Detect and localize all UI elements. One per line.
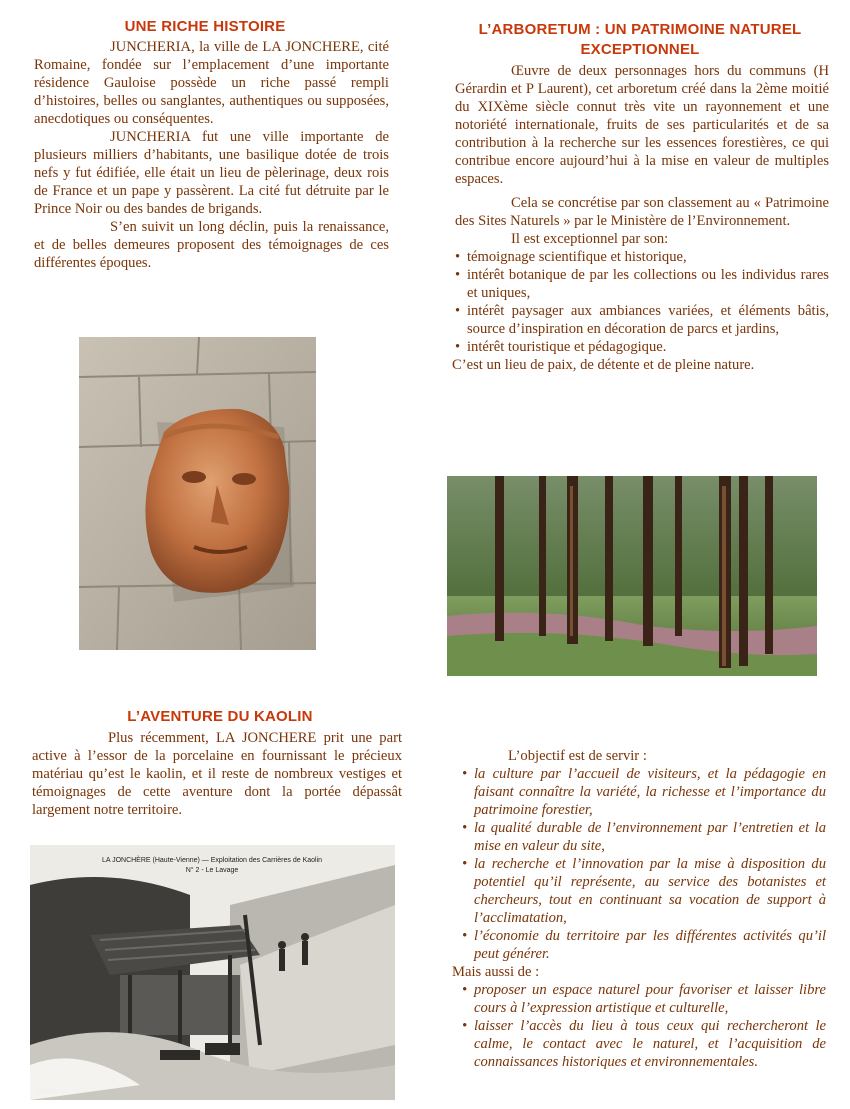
list-item: • l’économie du territoire par les différentes activités qu’il peut générer. (462, 927, 826, 963)
forest-image (447, 476, 817, 676)
paragraph-histoire-1: JUNCHERIA, la ville de LA JONCHERE, cité Romaine, fondée sur l’emplacement d’une importante résidence Gauloise possède un riche passé rempli d’histoires, belles ou sanglantes, authentiques ou supposées, anecdotiques ou conséquentes. (34, 39, 389, 127)
paragraph-arboretum-3: Il est exceptionnel par son: (511, 231, 669, 247)
heading-aventure-kaolin: L’AVENTURE DU KAOLIN (127, 708, 313, 725)
list-item: • intérêt paysager aux ambiances variées, et éléments bâtis, source d’inspiration en décoration de parcs et jardins, (455, 302, 829, 338)
text-block-arboretum (452, 62, 829, 374)
paragraph-histoire-2: JUNCHERIA fut une ville importante de plusieurs milliers d’habitants, une basilique dotée de trois nefs y fut édifiée, elle était un lieu de pèlerinage, deux rois de France et un pape y passèrent. La cité fut détruite par le Prince Noir ou des bandes de brigands. (34, 129, 389, 217)
heading-arboretum (440, 20, 840, 60)
paragraph-objectif-intro: L’objectif est de servir : (508, 748, 647, 764)
photo-stone-head (79, 337, 316, 650)
postcard-credit: Cliché L. S. (36, 1089, 67, 1095)
paragraph-histoire-3: S’en suivit un long déclin, puis la renaissance, et de belles demeures proposent des témoignages de ces différentes époques. (34, 219, 389, 271)
list-item: • la culture par l’accueil de visiteurs, et la pédagogie en faisant connaître la variété, la richesse et l’importance du patrimoine forestier, (462, 765, 826, 819)
list-item: • proposer un espace naturel pour favoriser et laisser libre cours à l’expression artistique et culturelle, (462, 981, 826, 1017)
photo-forest (447, 476, 817, 676)
postcard-caption-line1: LA JONCHÈRE (Haute-Vienne) — Exploitation des Carrières de Kaolin (101, 857, 323, 864)
list-item: • la recherche et l’innovation par la mise à disposition du potentiel qu’il représente, au service des botanistes et chercheurs, tout en continuant sa vocation de support à l’acclimatation, (462, 855, 826, 927)
list-objectifs (462, 765, 826, 963)
stone-head-image (79, 337, 316, 650)
paragraph-kaolin-1: Plus récemment, LA JONCHERE prit une part active à l’essor de la porcelaine en fournissant le précieux matériau qu’est le kaolin, et il reste de nombreux vestiges et témoignages de cette aventure dont la portée dépassât largement notre territoire. (32, 730, 402, 818)
list-item: • laisser l’accès du lieu à tous ceux qui rechercheront le calme, le contact avec le naturel, et l’acquisition de connaissances historiques et environnementales. (462, 1017, 826, 1071)
list-arboretum-qualities (455, 248, 829, 356)
heading-arboretum-line2: EXCEPTIONNEL (580, 41, 700, 58)
text-block-objectifs (452, 747, 826, 1071)
postcard-caption-line2: N° 2 - Le Lavage (185, 867, 239, 874)
text-block-histoire (34, 38, 389, 272)
heading-arboretum-line1: L’ARBORETUM : UN PATRIMOINE NATUREL (478, 21, 802, 38)
heading-une-riche-histoire: UNE RICHE HISTOIRE (124, 18, 286, 35)
photo-kaolin-postcard (30, 845, 395, 1100)
list-mais-aussi (462, 981, 826, 1071)
list-item: • la qualité durable de l’environnement par l’entretien et la mise en valeur du site, (462, 819, 826, 855)
paragraph-arboretum-2: Cela se concrétise par son classement au « Patrimoine des Sites Naturels » par le Ministère de l’Environnement. (455, 195, 829, 229)
paragraph-mais-aussi: Mais aussi de : (452, 964, 540, 980)
text-block-kaolin (32, 729, 402, 819)
kaolin-postcard-image (30, 845, 395, 1100)
paragraph-arboretum-closing: C’est un lieu de paix, de détente et de pleine nature. (452, 357, 755, 373)
list-item: • témoignage scientifique et historique, (455, 248, 829, 266)
list-item: • intérêt touristique et pédagogique. (455, 338, 829, 356)
paragraph-arboretum-1: Œuvre de deux personnages hors du communs (H Gérardin et P Laurent), cet arboretum créé dans la 2ème moitié du XIXème siècle connut très vite un rayonnement et une notoriété internationale, fruits de ses particularités et de sa contribution à la recherche sur les essences forestières, ce qui contribue encore aujourd’hui à la mise en valeur de multiples espaces. (455, 63, 829, 187)
list-item: • intérêt botanique de par les collections ou les individus rares et uniques, (455, 266, 829, 302)
